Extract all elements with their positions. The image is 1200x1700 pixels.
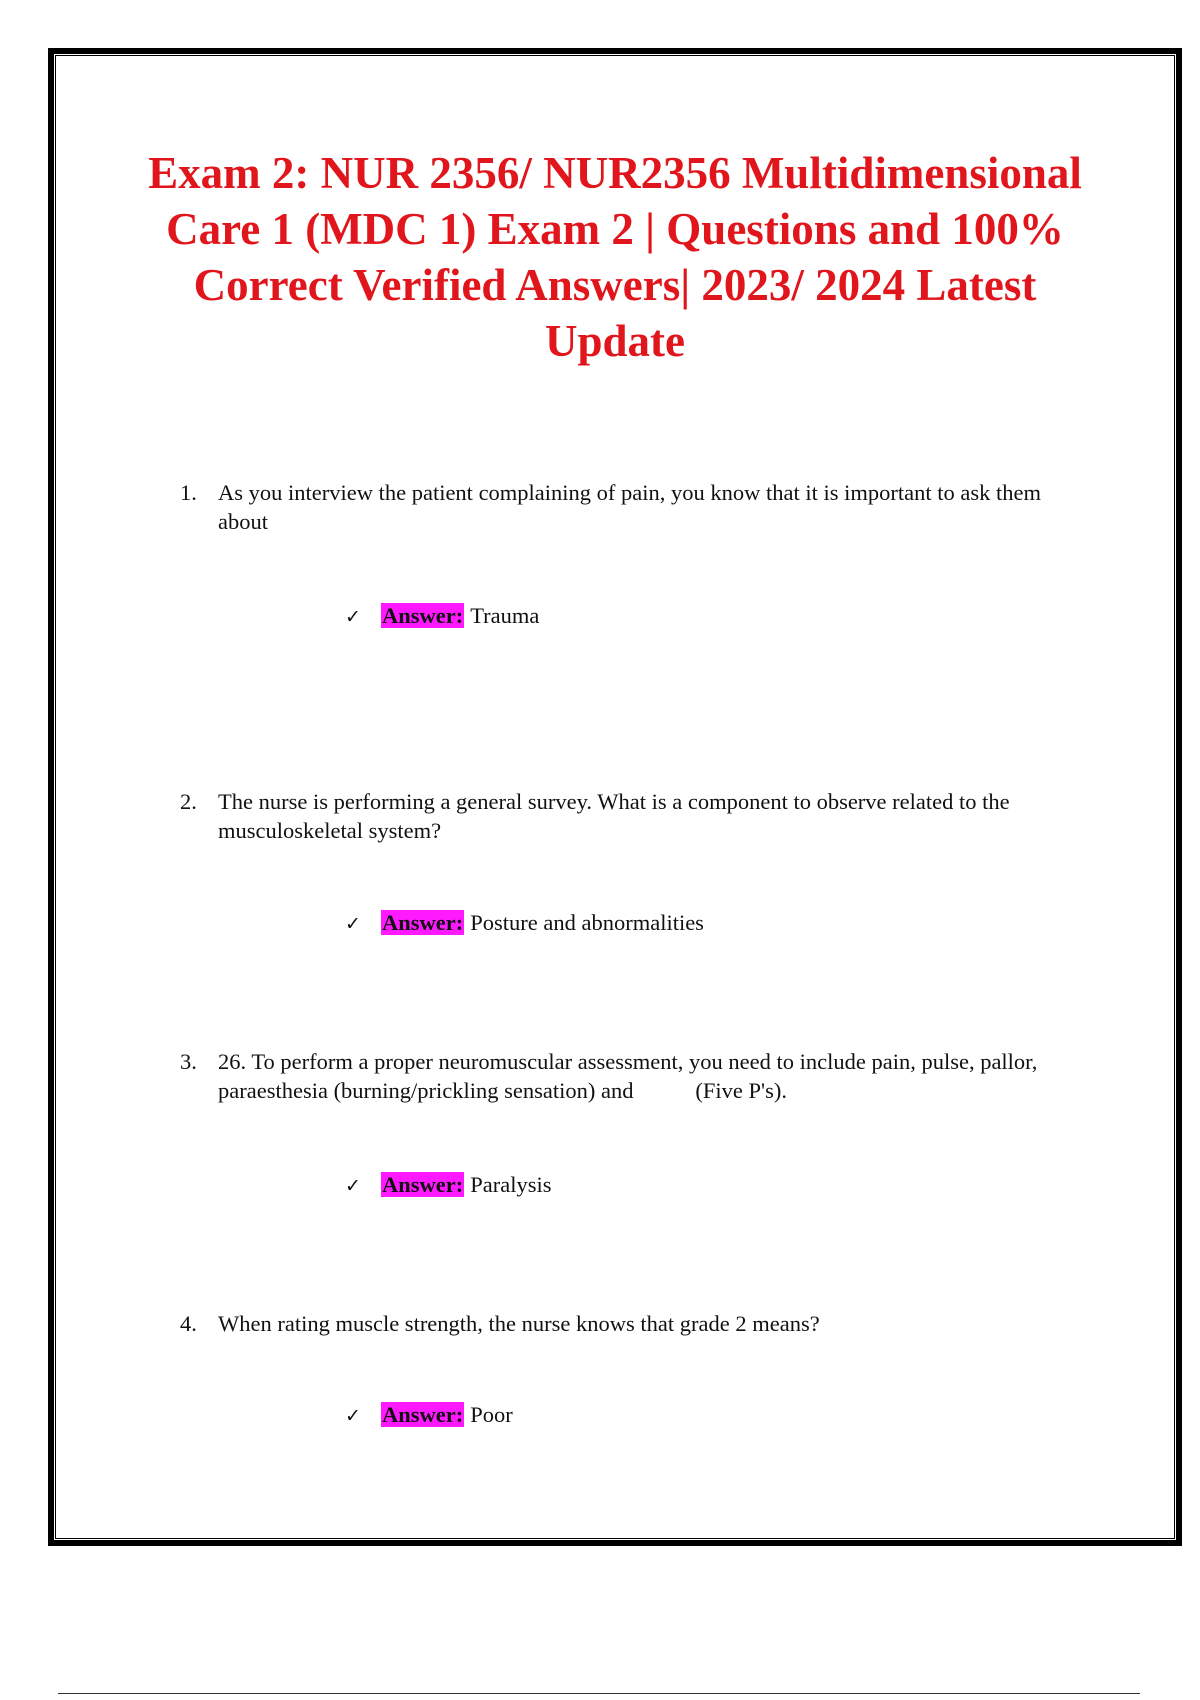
question-text: When rating muscle strength, the nurse knows that grade 2 means? [218, 1311, 820, 1336]
question-number: 2. [180, 789, 197, 814]
question-number: 3. [180, 1049, 197, 1074]
document-title: Exam 2: NUR 2356/ NUR2356 Multidimensional Care 1 (MDC 1) Exam 2 | Questions and 100% Correct Verified Answers| 2023/ 2024 Latest Update [148, 148, 1082, 366]
question-text: As you interview the patient complaining of pain, you know that it is important to ask them about [218, 480, 1047, 534]
answer-line [345, 601, 539, 632]
checkmark-icon: ✓ [345, 1405, 361, 1427]
answer-text: Trauma [470, 603, 540, 628]
answer-label: Answer: [382, 1402, 464, 1427]
answer-text: Posture and abnormalities [470, 910, 704, 935]
answer-label: Answer: [382, 1172, 464, 1197]
answer-label: Answer: [382, 603, 464, 628]
answer-text: Paralysis [470, 1172, 552, 1197]
question-number: 4. [180, 1311, 197, 1336]
answer-line [345, 1400, 513, 1431]
question-text: The nurse is performing a general survey. What is a component to observe related to the musculoskeletal system? [218, 789, 1016, 843]
question-number: 1. [180, 480, 197, 505]
answer-text: Poor [470, 1402, 513, 1427]
answer-label: Answer: [382, 910, 464, 935]
answer-line [345, 1170, 551, 1201]
answer-line [345, 908, 704, 939]
footer-divider [58, 1693, 1140, 1694]
checkmark-icon: ✓ [345, 1175, 361, 1197]
checkmark-icon: ✓ [345, 606, 361, 628]
question-text: 26. To perform a proper neuromuscular assessment, you need to include pain, pulse, pallor, paraesthesia (burning/prickling sensation) and (Five P's). [218, 1049, 1044, 1103]
checkmark-icon: ✓ [345, 913, 361, 935]
